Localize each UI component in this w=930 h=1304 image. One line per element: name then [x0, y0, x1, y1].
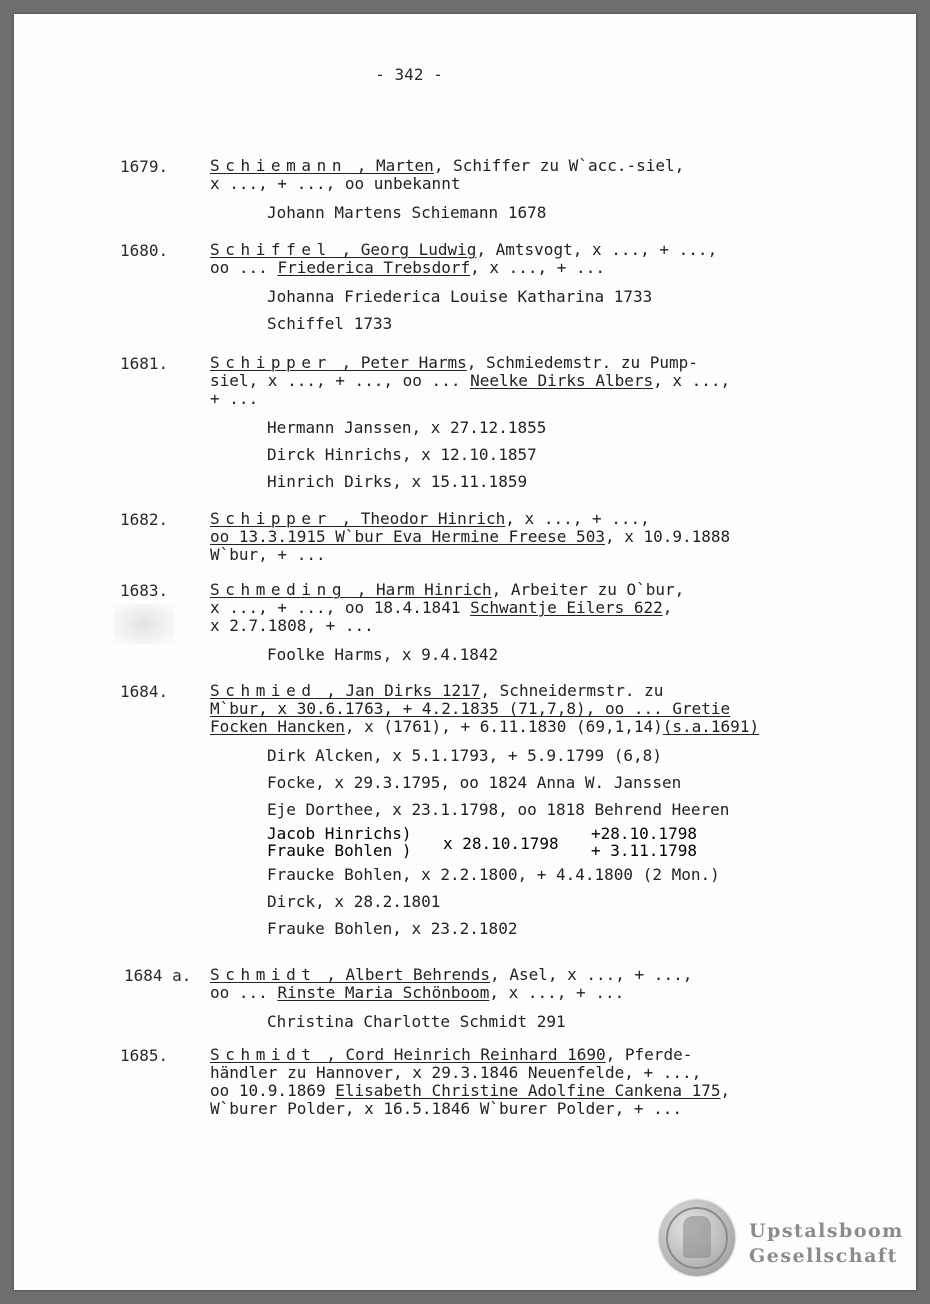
children-list: [210, 641, 850, 668]
text-segment: x ..., + ..., oo unbekannt: [210, 174, 461, 193]
text-segment: , x 10.9.1888: [604, 527, 731, 546]
entry-number: 1679.: [120, 157, 169, 176]
entry-number: 1684 a.: [124, 966, 192, 985]
twin-entry: [210, 823, 850, 861]
text-segment: siel, x ..., + ..., oo ...: [210, 371, 471, 390]
entry-body: [210, 510, 850, 570]
child-entry: Foolke Harms, x 9.4.1842: [267, 645, 499, 664]
entry-number: 1680.: [120, 241, 169, 260]
entry-text-line: [210, 1082, 850, 1100]
text-segment: ,: [662, 598, 673, 617]
entry-text-line: [210, 1100, 850, 1118]
text-segment: Albert Behrends: [345, 965, 491, 984]
entry-body: [210, 581, 850, 668]
text-segment: , Schmiedemstr. zu Pump-: [466, 353, 698, 372]
child-entry: Eje Dorthee, x 23.1.1798, oo 1818 Behrend Heeren: [267, 800, 730, 819]
entry-text-line: [210, 259, 850, 277]
twin-death-date: +28.10.1798: [591, 824, 697, 843]
entry-text-line: [210, 390, 850, 408]
surname: Schiffel: [210, 240, 332, 259]
text-segment: (s.a.1691): [662, 717, 760, 736]
text-segment: , x ...,: [653, 371, 731, 390]
twin-baptism-date: x 28.10.1798: [443, 834, 559, 853]
surname: Schipper: [210, 353, 332, 372]
text-segment: W`burer Polder, x 16.5.1846 W`burer Polder, + ...: [210, 1099, 683, 1118]
entry-body: [210, 966, 850, 1035]
children-list: [210, 742, 850, 942]
entry-text-line: [210, 1046, 850, 1064]
entry-text-line: [210, 1064, 850, 1082]
entry-text-line: [210, 617, 850, 635]
entry-text-line: [210, 581, 850, 599]
children-list: [210, 414, 850, 495]
entry-text-line: [210, 546, 850, 564]
brand-logo: [749, 1219, 904, 1269]
entry-text-line: [210, 157, 850, 175]
surname: Schmied: [210, 681, 317, 700]
entry-body: [210, 1046, 850, 1124]
twin-name: Frauke Bohlen ): [267, 841, 412, 860]
text-segment: Rinste Maria Schönboom: [277, 983, 490, 1002]
text-segment: Theodor Hinrich: [360, 509, 506, 528]
child-entry: Johann Martens Schiemann 1678: [267, 203, 547, 222]
entry-number: 1683.: [120, 581, 169, 600]
text-segment: ,: [316, 965, 346, 984]
entry-text-line: [210, 682, 850, 700]
text-segment: , Schiffer zu W`acc.-siel,: [433, 156, 685, 175]
text-segment: Schwantje Eilers 622: [470, 598, 663, 617]
entry-text-line: [210, 700, 850, 718]
text-segment: , Amtsvogt, x ..., + ...,: [476, 240, 718, 259]
brand-line-1: Upstalsboom: [749, 1220, 904, 1242]
text-segment: Gretie: [672, 699, 731, 718]
entry-text-line: [210, 241, 850, 259]
child-entry: Dirck Hinrichs, x 12.10.1857: [267, 445, 537, 464]
text-segment: ,: [331, 509, 361, 528]
seal-figure: [683, 1216, 711, 1258]
children-list: [210, 283, 850, 337]
text-segment: oo ...: [210, 258, 278, 277]
text-segment: x ..., + ..., oo 18.4.1841: [210, 598, 471, 617]
entry-body: [210, 682, 850, 942]
smudge-mark: [114, 604, 174, 644]
entry-text-line: [210, 966, 850, 984]
text-segment: x 2.7.1808, + ...: [210, 616, 374, 635]
entry-text-line: [210, 510, 850, 528]
text-segment: Marten: [376, 156, 434, 175]
text-segment: Elisabeth Christine Adolfine Cankena 175: [335, 1081, 721, 1100]
entry-number: 1682.: [120, 510, 169, 529]
entry-number: 1681.: [120, 354, 169, 373]
text-segment: , Schneidermstr. zu: [480, 681, 664, 700]
text-segment: , x ..., + ...,: [505, 509, 650, 528]
text-segment: Peter Harms: [360, 353, 467, 372]
document-page: [14, 14, 916, 1290]
text-segment: ,: [331, 353, 361, 372]
entry-text-line: [210, 984, 850, 1002]
entry-number: 1684.: [120, 682, 169, 701]
text-segment: oo ...: [210, 983, 278, 1002]
child-entry: Dirck, x 28.2.1801: [267, 892, 441, 911]
twin-names: [267, 825, 412, 859]
text-segment: ,: [331, 240, 361, 259]
text-segment: Cord Heinrich Reinhard 1690: [345, 1045, 606, 1064]
text-segment: Harm Hinrich: [376, 580, 492, 599]
entry-body: [210, 354, 850, 495]
society-seal-icon: [659, 1200, 735, 1276]
entry-text-line: [210, 528, 850, 546]
text-segment: , x ..., + ...: [489, 983, 625, 1002]
entry-text-line: [210, 372, 850, 390]
twin-death-date: + 3.11.1798: [591, 841, 697, 860]
twin-deaths: [591, 825, 697, 859]
text-segment: Friederica Trebsdorf: [277, 258, 471, 277]
text-segment: + ...: [210, 389, 259, 408]
text-segment: Neelke Dirks Albers: [470, 371, 654, 390]
text-segment: händler zu Hannover, x 29.3.1846 Neuenfelde, + ...,: [210, 1063, 702, 1082]
child-entry: Focke, x 29.3.1795, oo 1824 Anna W. Janssen: [267, 773, 682, 792]
text-segment: oo 10.9.1869: [210, 1081, 336, 1100]
surname: Schmeding: [210, 580, 348, 599]
child-entry: Schiffel 1733: [267, 314, 393, 333]
text-segment: oo 13.3.1915 W`bur: [210, 527, 394, 546]
surname: Schmidt: [210, 1045, 317, 1064]
entry-text-line: [210, 175, 850, 193]
child-entry: Hermann Janssen, x 27.12.1855: [267, 418, 547, 437]
text-segment: W`bur, + ...: [210, 545, 326, 564]
text-segment: , Pferde-: [605, 1045, 693, 1064]
text-segment: , Arbeiter zu O`bur,: [491, 580, 685, 599]
entry-number: 1685.: [120, 1046, 169, 1065]
children-list: [210, 1008, 850, 1035]
text-segment: ,: [316, 1045, 346, 1064]
entry-body: [210, 157, 850, 226]
child-entry: Fraucke Bohlen, x 2.2.1800, + 4.4.1800 (2 Mon.): [267, 865, 720, 884]
entry-text-line: [210, 718, 850, 736]
surname: Schmidt: [210, 965, 317, 984]
text-segment: , Asel, x ..., + ...,: [490, 965, 693, 984]
text-segment: , x (1761), + 6.11.1830 (69,1,14): [344, 717, 663, 736]
page-number: - 342 -: [375, 65, 443, 84]
text-segment: Georg Ludwig: [360, 240, 477, 259]
child-entry: Hinrich Dirks, x 15.11.1859: [267, 472, 528, 491]
child-entry: Johanna Friederica Louise Katharina 1733: [267, 287, 653, 306]
brand-line-2: Gesellschaft: [749, 1245, 898, 1267]
text-segment: ,: [347, 156, 377, 175]
text-segment: Eva Hermine Freese 503: [393, 527, 605, 546]
twin-name: Jacob Hinrichs): [267, 824, 412, 843]
text-segment: ,: [720, 1081, 731, 1100]
child-entry: Christina Charlotte Schmidt 291: [267, 1012, 566, 1031]
text-segment: ,: [347, 580, 377, 599]
text-segment: , x ..., + ...: [470, 258, 605, 277]
entry-text-line: [210, 599, 850, 617]
text-segment: Focken Hancken: [210, 717, 345, 736]
surname: Schiemann: [210, 156, 348, 175]
text-segment: Jan Dirks 1217: [345, 681, 481, 700]
children-list: [210, 199, 850, 226]
entry-text-line: [210, 354, 850, 372]
entry-body: [210, 241, 850, 337]
child-entry: Dirk Alcken, x 5.1.1793, + 5.9.1799 (6,8): [267, 746, 662, 765]
surname: Schipper: [210, 509, 332, 528]
child-entry: Frauke Bohlen, x 23.2.1802: [267, 919, 518, 938]
text-segment: ,: [316, 681, 346, 700]
text-segment: M`bur, x 30.6.1763, + 4.2.1835 (71,7,8), oo ...: [210, 699, 673, 718]
